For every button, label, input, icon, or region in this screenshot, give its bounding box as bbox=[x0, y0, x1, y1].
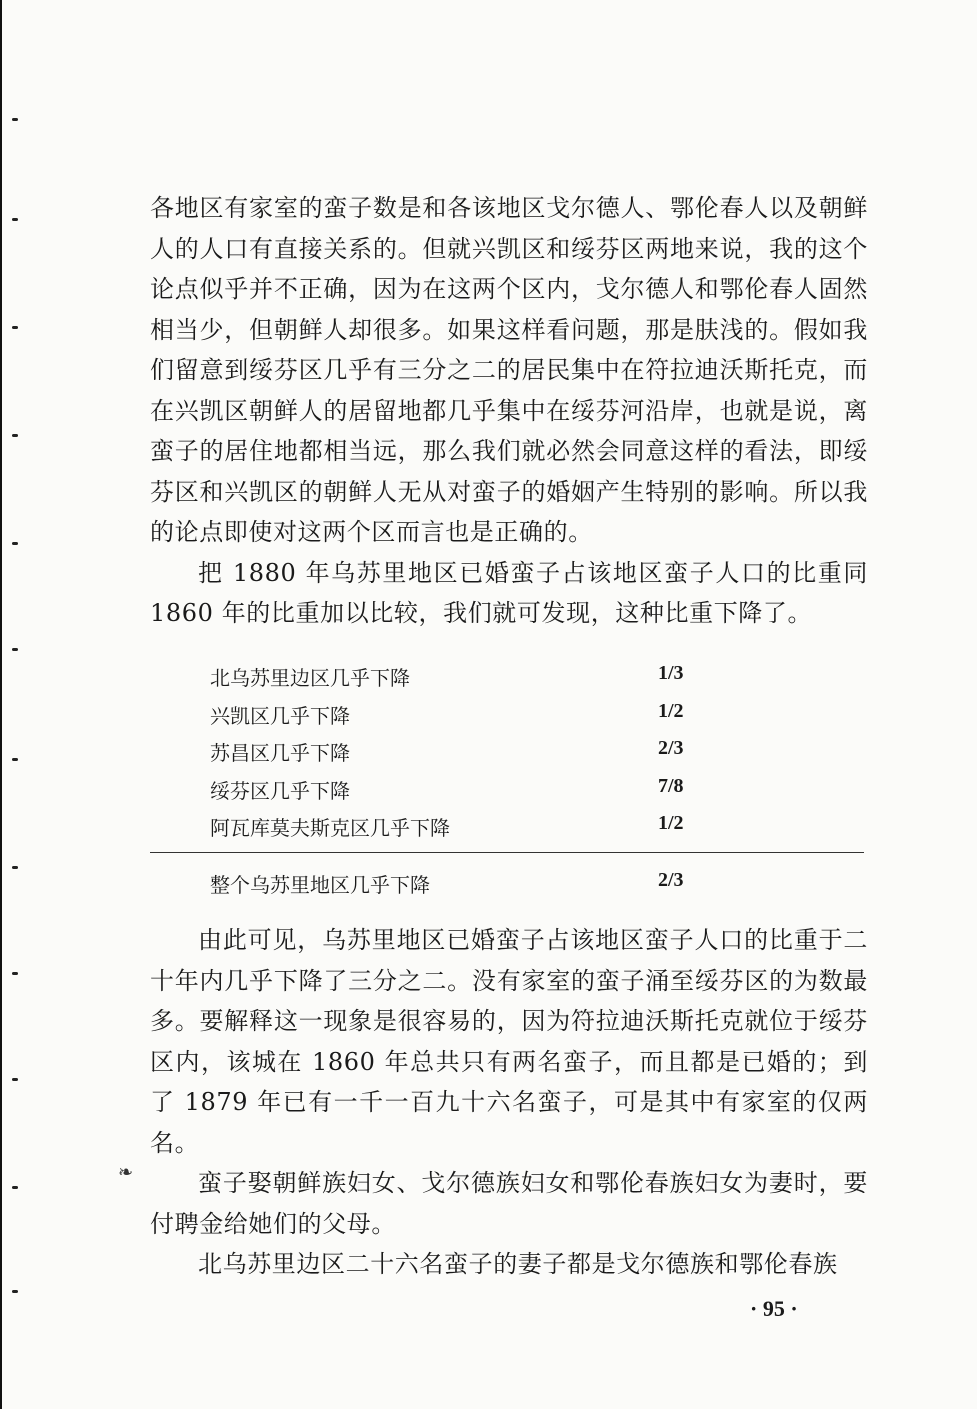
paragraph-2: 把 1880 年乌苏里地区已婚蛮子占该地区蛮子人口的比重同 1860 年的比重加以比较，我们就可发现，这种比重下降了。 bbox=[150, 558, 868, 627]
table-row bbox=[150, 769, 864, 807]
table-row bbox=[150, 806, 864, 844]
binding-mark bbox=[12, 1186, 18, 1189]
body-text-upper bbox=[150, 188, 868, 634]
paragraph-5: 北乌苏里边区二十六名蛮子的妻子都是戈尔德族和鄂伦春族 bbox=[198, 1250, 838, 1278]
binding-mark bbox=[12, 118, 18, 121]
row-value: 7/8 bbox=[658, 774, 684, 797]
row-label: 兴凯区几乎下降 bbox=[210, 703, 350, 728]
row-value: 1/2 bbox=[658, 699, 684, 722]
total-value: 2/3 bbox=[658, 868, 684, 891]
binding-mark bbox=[12, 434, 18, 437]
row-value: 1/3 bbox=[658, 662, 684, 684]
table-row bbox=[150, 731, 864, 769]
row-label: 阿瓦库莫夫斯克区几乎下降 bbox=[210, 816, 450, 840]
binding-mark bbox=[12, 542, 18, 545]
binding-mark bbox=[12, 648, 18, 651]
binding-mark bbox=[12, 1078, 18, 1081]
binding-mark bbox=[12, 972, 18, 975]
binding-mark bbox=[12, 1290, 18, 1293]
row-label: 北乌苏里边区几乎下降 bbox=[210, 666, 410, 690]
row-value: 2/3 bbox=[658, 737, 684, 759]
binding-mark bbox=[12, 758, 18, 761]
total-label: 整个乌苏里地区几乎下降 bbox=[210, 872, 430, 897]
page-number: · 95 · bbox=[750, 1296, 798, 1321]
margin-scribble: ❧ bbox=[118, 1162, 134, 1183]
binding-mark bbox=[12, 866, 18, 869]
body-text-lower bbox=[150, 920, 868, 1285]
table-row bbox=[150, 656, 864, 694]
decline-ratio-table bbox=[150, 656, 864, 900]
table-divider bbox=[150, 852, 864, 853]
row-value: 1/2 bbox=[658, 812, 684, 834]
row-label: 苏昌区几乎下降 bbox=[210, 741, 350, 765]
paragraph-4: 蛮子娶朝鲜族妇女、戈尔德族妇女和鄂伦春族妇女为妻时，要付聘金给她们的父母。 bbox=[150, 1169, 868, 1238]
paragraph-1: 各地区有家室的蛮子数是和各该地区戈尔德人、鄂伦春人以及朝鲜人的人口有直接关系的。但就兴凯区和绥芬区两地来说，我的这个论点似乎并不正确，因为在这两个区内，戈尔德人和鄂伦春人固然相当少，但朝鲜人却很多。如果这样看问题，那是肤浅的。假如我们留意到绥芬区几乎有三分之二的居民集中在符拉迪沃斯托克，而在兴凯区朝鲜人的居留地都几乎集中在绥芬河沿岸，也就是说，离蛮子的居住地都相当远，那么我们就必然会同意这样的看法，即绥芬区和兴凯区的朝鲜人无从对蛮子的婚姻产生特别的影响。所以我的论点即使对这两个区而言也是正确的。 bbox=[150, 194, 868, 546]
table-row bbox=[150, 694, 864, 732]
binding-mark bbox=[12, 218, 18, 221]
paragraph-3: 由此可见，乌苏里地区已婚蛮子占该地区蛮子人口的比重于二十年内几乎下降了三分之二。没有家室的蛮子涌至绥芬区的为数最多。要解释这一现象是很容易的，因为符拉迪沃斯托克就位于绥芬区内，该城在 1860 年总共只有两名蛮子，而且都是已婚的；到了 1879 年已有一千一百九十六名蛮子，可是其中有家室的仅两名。 bbox=[150, 926, 868, 1157]
binding-mark bbox=[12, 326, 18, 329]
table-total-row bbox=[150, 863, 864, 901]
row-label: 绥芬区几乎下降 bbox=[210, 778, 350, 803]
scan-edge bbox=[0, 0, 2, 1409]
